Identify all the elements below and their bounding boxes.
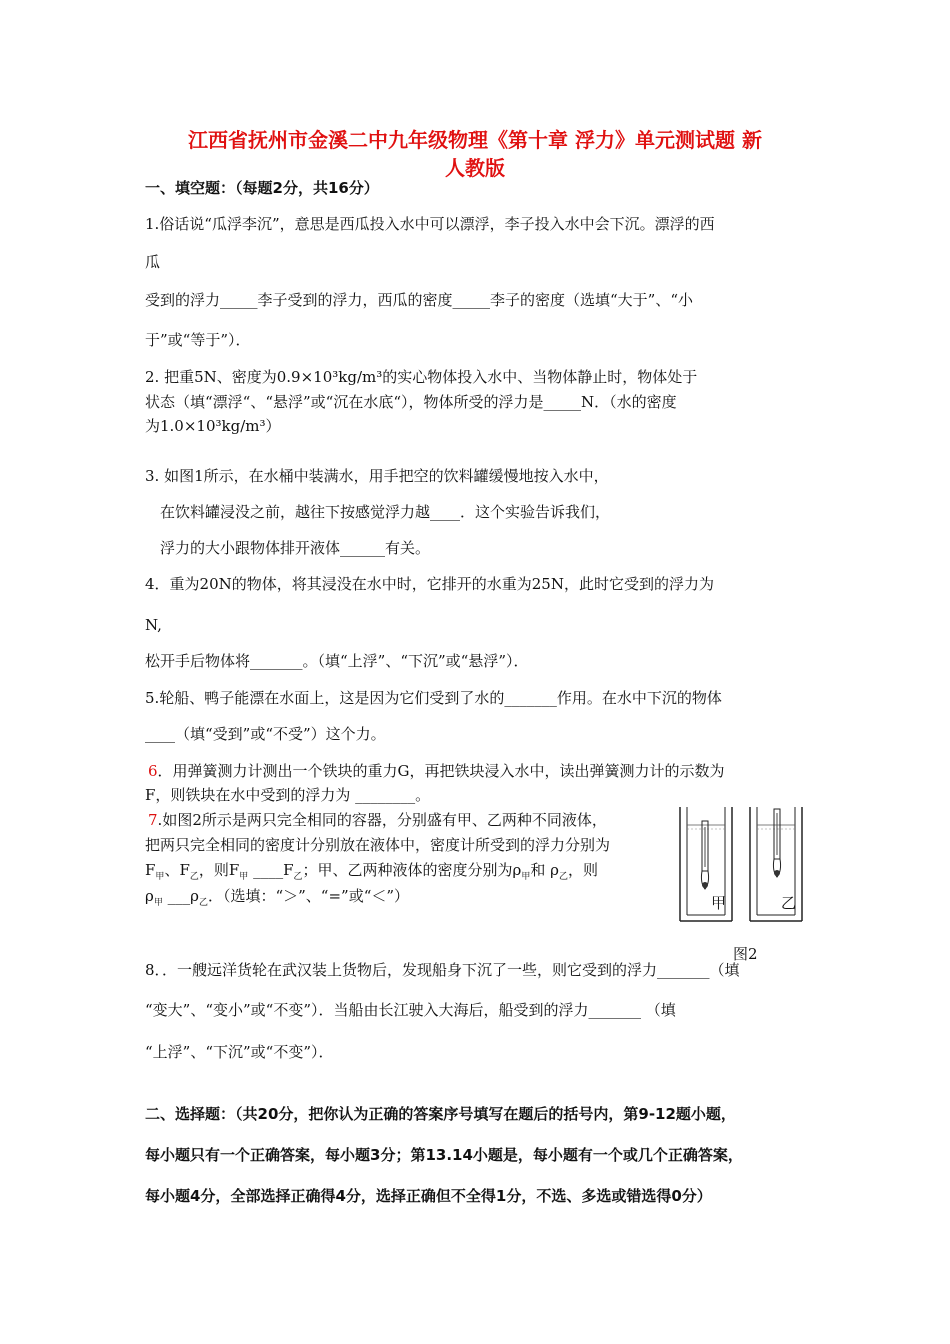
question-1-line-1: 1.俗话说“瓜浮李沉”，意思是西瓜投入水中可以漂浮，李子投入水中会下沉。漂浮的西 <box>145 215 715 233</box>
q7-l4-text-c: ．（选填：“＞”、“=”或“＜”） <box>207 887 410 905</box>
question-7-line-4 <box>145 886 409 913</box>
figure-2-caption: 图2 <box>733 945 758 963</box>
q7-text-a: F <box>145 861 156 879</box>
section-2-line-3: 每小题4分，全部选择正确得4分，选择正确但不全得1分，不选、多选或错选得0分） <box>145 1187 712 1205</box>
section-2-line-2: 每小题只有一个正确答案，每小题3分；第13.14小题是，每小题有一个或几个正确答案， <box>145 1146 743 1164</box>
question-6-line-2: F，则铁块在水中受到的浮力为 ________。 <box>145 786 431 804</box>
figure-2-containers <box>676 803 806 928</box>
question-6-number: 6 <box>148 762 158 780</box>
q7-text-b: 、F <box>164 861 190 879</box>
document-title-line-2: 人教版 <box>445 156 505 180</box>
q7-l4-text-a: ρ <box>145 887 154 905</box>
question-1-line-2: 瓜 <box>145 253 161 271</box>
question-5-line-1: 5.轮船、鸭子能漂在水面上，这是因为它们受到了水的_______作用。在水中下沉的物体 <box>145 689 722 707</box>
question-3-line-3: 浮力的大小跟物体排开液体______有关。 <box>160 539 431 557</box>
question-4-line-1: 4．重为20N的物体，将其浸没在水中时，它排开的水重为25N，此时它受到的浮力为 <box>145 575 714 593</box>
question-2-line-3: 为1.0×10³kg/m³） <box>145 417 281 435</box>
q7-sub-6: 乙 <box>558 872 568 882</box>
question-6-text: ．用弹簧测力计测出一个铁块的重力G，再把铁块浸入水中，读出弹簧测力计的示数为 <box>157 762 725 780</box>
question-4-line-2: N, <box>145 616 162 634</box>
question-2-line-2: 状态（填“漂浮“、“悬浮”或“沉在水底“），物体所受的浮力是_____N．（水的密度 <box>145 393 677 411</box>
question-1-line-3: 受到的浮力_____李子受到的浮力，西瓜的密度_____李子的密度（选填“大于”、“小 <box>145 291 694 309</box>
question-5-line-2: ____（填“受到”或“不受”）这个力。 <box>145 725 386 743</box>
question-8-line-1: 8．．一艘远洋货轮在武汉装上货物后，发现船身下沉了一些，则它受到的浮力_______（填 <box>145 961 740 979</box>
question-8-line-2: “变大”、“变小”或“不变”）．当船由长江驶入大海后，船受到的浮力_______ （填 <box>145 1001 676 1019</box>
section-1-heading: 一、填空题：（每题2分，共16分） <box>145 179 379 197</box>
q7-sub-3: 甲 <box>239 872 249 882</box>
question-7-line-1 <box>148 810 607 830</box>
question-3-line-2: 在饮料罐浸没之前，越往下按感觉浮力越____．这个实验告诉我们， <box>160 503 611 521</box>
question-3-line-1: 3. 如图1所示，在水桶中装满水，用手把空的饮料罐缓慢地按入水中， <box>145 467 609 485</box>
question-7-line-3 <box>145 860 598 887</box>
q7-sub-1: 甲 <box>155 872 165 882</box>
q7-sub-4: 乙 <box>293 872 303 882</box>
figure-label-jia: 甲 <box>711 894 727 912</box>
section-2-line-1: 二、选择题：（共20分，把你认为正确的答案序号填写在题后的括号内，第9-12题小题， <box>145 1105 736 1123</box>
question-8-line-3: “上浮”、“下沉”或“不变”）． <box>145 1043 334 1061</box>
q7-text-c: ，则F <box>198 861 240 879</box>
q7-l4-sub-1: 甲 <box>153 898 163 908</box>
question-7-text: .如图2所示是两只完全相同的容器，分别盛有甲、乙两种不同液体， <box>157 811 607 829</box>
q7-text-f: 和 ρ <box>530 861 559 879</box>
q7-text-g: ，则 <box>567 861 598 879</box>
question-4-line-3: 松开手后物体将_______。（填“上浮”、“下沉”或“悬浮”）． <box>145 652 529 670</box>
q7-text-d: ____F <box>248 861 294 879</box>
figure-label-yi: 乙 <box>781 894 797 912</box>
document-title-line-1: 江西省抚州市金溪二中九年级物理《第十章 浮力》单元测试题 新 <box>188 128 762 152</box>
q7-l4-text-b: ___ρ <box>162 887 199 905</box>
question-1-line-4: 于”或“等于”）． <box>145 331 251 349</box>
question-2-line-1: 2. 把重5N、密度为0.9×10³kg/m³的实心物体投入水中、当物体静止时，物体处于 <box>145 368 698 386</box>
q7-l4-sub-2: 乙 <box>198 898 208 908</box>
question-7-line-2: 把两只完全相同的密度计分别放在液体中，密度计所受到的浮力分别为 <box>145 836 611 854</box>
q7-sub-2: 乙 <box>189 872 199 882</box>
q7-text-e: ；甲、乙两种液体的密度分别为ρ <box>302 861 522 879</box>
question-7-number: 7 <box>148 811 158 829</box>
q7-sub-5: 甲 <box>521 872 531 882</box>
question-6-line-1 <box>148 761 725 781</box>
